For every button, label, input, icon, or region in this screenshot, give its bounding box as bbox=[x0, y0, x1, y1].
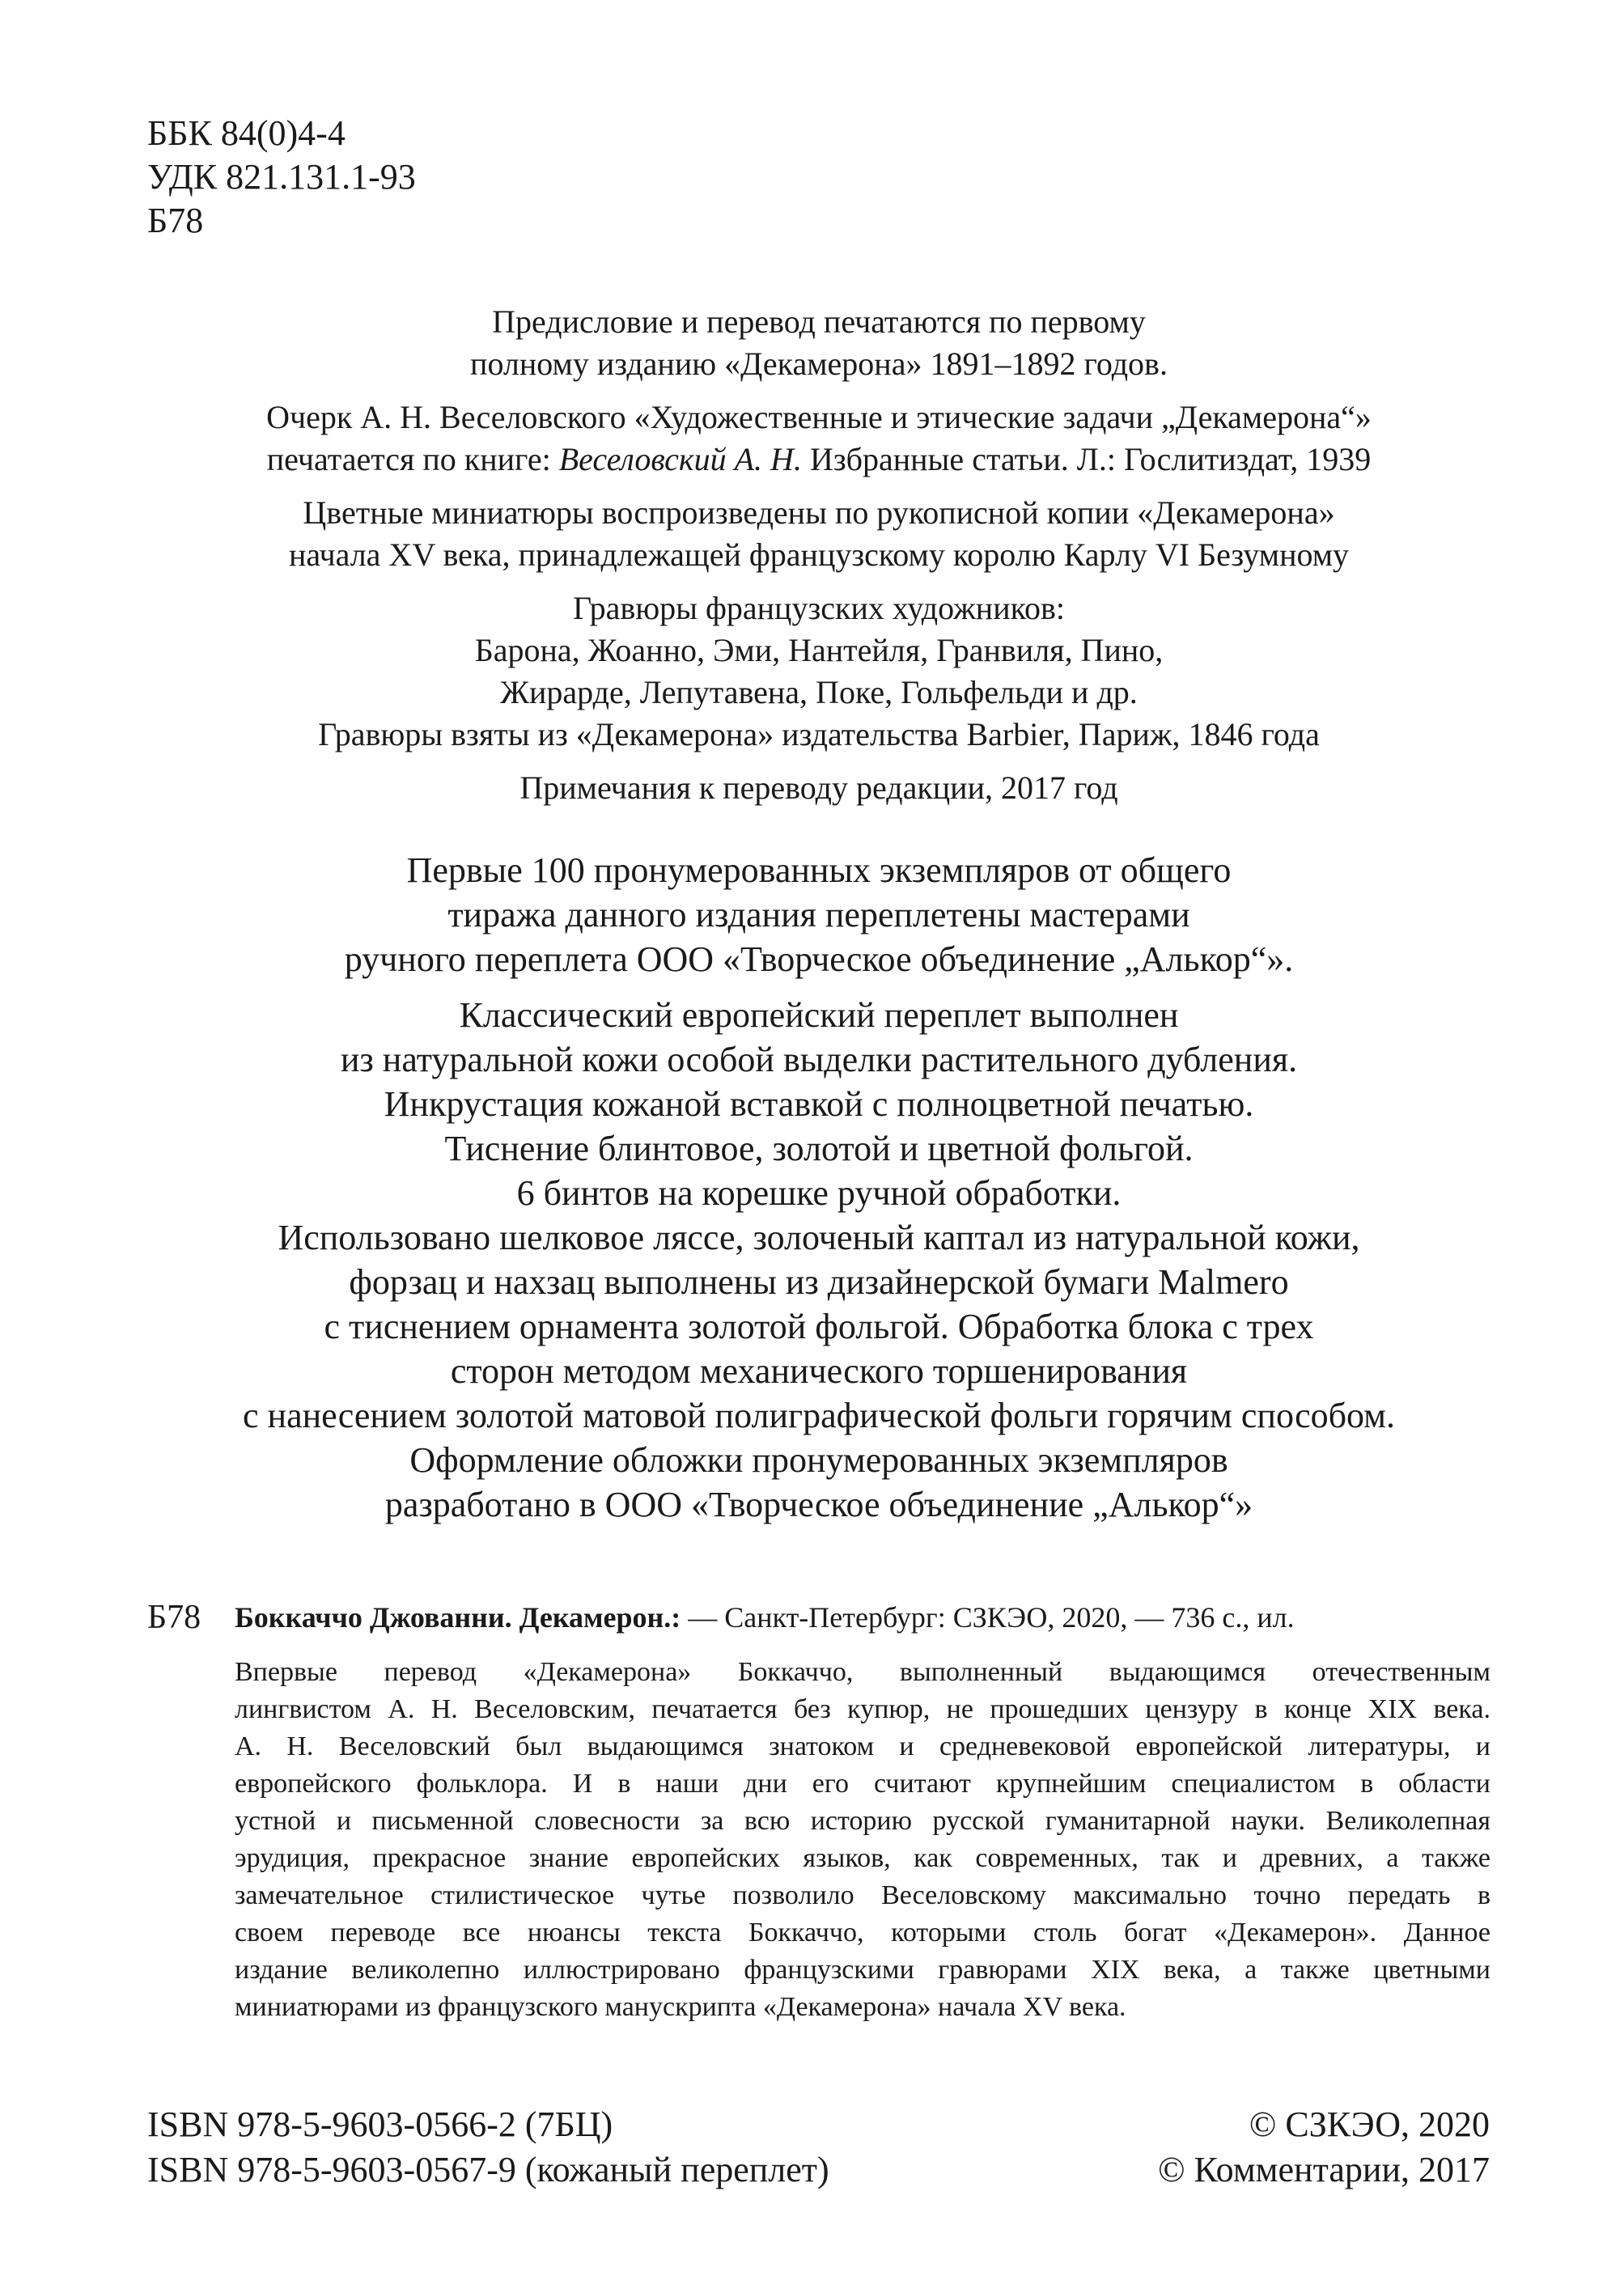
text-line: из натуральной кожи особой выделки растительного дубления. bbox=[340, 1040, 1298, 1079]
imprint-details: — Санкт-Петербург: СЗКЭО, 2020, — 736 с., ил. bbox=[681, 1601, 1295, 1634]
text-line: Классический европейский переплет выполнен bbox=[459, 995, 1179, 1035]
text-line: Гравюры французских художников: bbox=[572, 590, 1066, 626]
isbn-leather: ISBN 978-5-9603-0567-9 (кожаный переплет) bbox=[147, 2150, 829, 2189]
text-line: Гравюры взяты из «Декамерона» издательства Barbier, Париж, 1846 года bbox=[318, 716, 1320, 752]
bibliographic-record bbox=[147, 1599, 1490, 2026]
text-line: ручного переплета ООО «Творческое объединение „Алькор“». bbox=[344, 939, 1294, 979]
annotation-line: эрудиция, прекрасное знание европейских языков, как современных, так и древних, а также bbox=[235, 1843, 1490, 1873]
numbered-copies-note bbox=[147, 848, 1490, 981]
text-line: разработано в ООО «Творческое объединение „Алькор“» bbox=[384, 1485, 1253, 1524]
text-line: Предисловие и перевод печатаются по первому bbox=[492, 303, 1146, 340]
text-line: 6 бинтов на корешке ручной обработки. bbox=[516, 1173, 1122, 1213]
binding-description bbox=[147, 848, 1490, 1538]
udk-code: УДК 821.131.1-93 bbox=[147, 157, 416, 197]
author-mark: Б78 bbox=[147, 201, 204, 240]
translation-note bbox=[147, 301, 1490, 385]
text-line: форзац и нахзац выполнены из дизайнерской бумаги Malmero bbox=[349, 1262, 1289, 1302]
annotation-line: своем переводе все нюансы текста Боккаччо, которыми столь богат «Декамерон». Данное bbox=[235, 1918, 1490, 1948]
annotation-line: лингвистом А. Н. Веселовским, печатается без купюр, не прошедших цензуру в конце XIX века. bbox=[235, 1694, 1490, 1724]
engravings-note bbox=[147, 587, 1490, 756]
text-fragment: Избранные статьи. Л.: Гослитиздат, 1939 bbox=[801, 441, 1372, 477]
biblio-heading bbox=[147, 1599, 1490, 1636]
essay-note bbox=[147, 396, 1490, 481]
text-line: Инкрустация кожаной вставкой с полноцветной печатью. bbox=[384, 1084, 1254, 1124]
text-line: Барона, Жоанно, Эми, Нантейля, Гранвиля, Пино, bbox=[474, 632, 1164, 668]
text-line: Очерк А. Н. Веселовского «Художественные и этические задачи „Декамерона“» bbox=[266, 399, 1372, 435]
biblio-code: Б78 bbox=[147, 1599, 201, 1636]
copyright-block bbox=[1158, 2102, 1490, 2193]
text-line: тиража данного издания переплетены мастерами bbox=[447, 895, 1190, 935]
isbn-7bc: ISBN 978-5-9603-0566-2 (7БЦ) bbox=[147, 2104, 613, 2144]
text-line: полному изданию «Декамерона» 1891–1892 годов. bbox=[470, 345, 1168, 382]
classification-codes bbox=[147, 112, 416, 243]
text-line: сторон методом механического торшенирования bbox=[450, 1351, 1188, 1391]
author-title: Боккаччо Джованни. Декамерон.: bbox=[235, 1601, 681, 1634]
text-line: Цветные миниатюры воспроизведены по рукописной копии «Декамерона» bbox=[303, 494, 1335, 531]
copyright-comments: © Комментарии, 2017 bbox=[1158, 2150, 1490, 2189]
miniatures-note bbox=[147, 492, 1490, 576]
annotation-line: миниатюрами из французского манускрипта «Декамерона» начала XV века. bbox=[235, 1992, 1126, 2022]
text-line: Оформление обложки пронумерованных экземпляров bbox=[409, 1440, 1228, 1480]
binding-details bbox=[147, 993, 1490, 1527]
cited-author: Веселовский А. Н. bbox=[558, 441, 802, 477]
annotation-line: устной и письменной словесности за всю историю русской гуманитарной науки. Великолепная bbox=[235, 1806, 1490, 1836]
text-line: Жирарде, Лепутавена, Поке, Гольфельди и др. bbox=[500, 674, 1138, 710]
annotation-line: А. Н. Веселовский был выдающимся знатоком и средневековой европейской литературы, и bbox=[235, 1731, 1490, 1761]
annotation-line: издание великолепно иллюстрировано французскими гравюрами XIX века, а также цветными bbox=[235, 1955, 1490, 1985]
text-line: Тиснение блинтовое, золотой и цветной фольгой. bbox=[444, 1129, 1194, 1168]
edition-notes bbox=[147, 301, 1490, 820]
biblio-entry bbox=[235, 1599, 1295, 1636]
text-line: начала XV века, принадлежащей французскому королю Карлу VI Безумному bbox=[288, 536, 1350, 573]
bbk-code: ББК 84(0)4-4 bbox=[147, 113, 346, 153]
annotation-line: замечательное стилистическое чутье позволило Веселовскому максимально точно передать в bbox=[235, 1880, 1490, 1910]
isbn-block bbox=[147, 2102, 829, 2193]
notes-note bbox=[147, 767, 1490, 809]
text-line: Примечания к переводу редакции, 2017 год bbox=[519, 769, 1118, 806]
annotation-line: европейского фольклора. И в наши дни его считают крупнейшим специалистом в области bbox=[235, 1769, 1490, 1799]
text-line: с тиснением орнамента золотой фольгой. Обработка блока с трех bbox=[324, 1307, 1314, 1346]
annotation-line: Впервые перевод «Декамерона» Боккаччо, выполненный выдающимся отечественным bbox=[235, 1657, 1490, 1687]
text-fragment: печатается по книге: bbox=[266, 441, 559, 477]
text-line: Использовано шелковое ляссе, золоченый каптал из натуральной кожи, bbox=[278, 1218, 1360, 1257]
text-line bbox=[147, 439, 1490, 481]
annotation bbox=[235, 1654, 1490, 2026]
text-line: Первые 100 пронумерованных экземпляров от общего bbox=[406, 850, 1232, 890]
copyright-publisher: © СЗКЭО, 2020 bbox=[1249, 2104, 1490, 2144]
text-line: с нанесением золотой матовой полиграфической фольги горячим способом. bbox=[243, 1396, 1395, 1435]
